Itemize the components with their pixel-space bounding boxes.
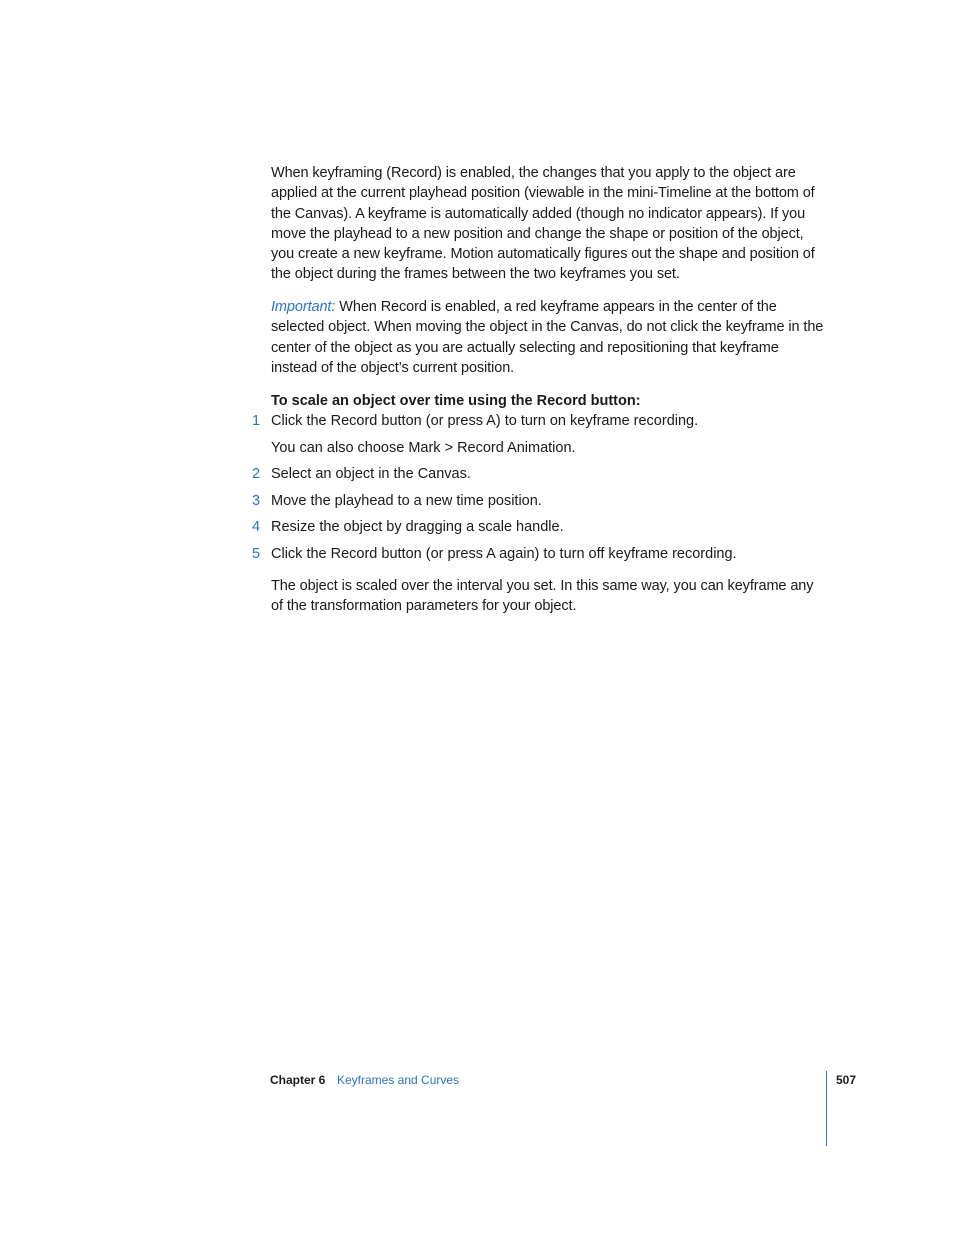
step-note: You can also choose Mark > Record Animation. [271,440,576,456]
closing-paragraph: The object is scaled over the interval you set. In this same way, you can keyframe any of the transformation parameters for your object. [271,578,814,615]
step-text: Click the Record button (or press A) to turn on keyframe recording. [271,413,699,429]
step-number: 2 [252,466,261,482]
footer-divider [826,1071,827,1146]
step-number: 1 [252,413,261,429]
step-text: Resize the object by dragging a scale handle. [271,519,564,535]
step-number: 5 [252,546,261,562]
footer-chapter-title: Keyframes and Curves [337,1073,460,1087]
important-note [271,297,827,378]
important-label: Important: [271,299,336,315]
step-number: 3 [252,493,261,509]
intro-paragraph: When keyframing (Record) is enabled, the changes that you apply to the object are applied at the current playhead position (viewable in the mini-Timeline at the bottom of the Canvas). A keyframe is automatically added (though no indicator appears). If you move the playhead to a new position and change the shape or position of the object, you create a new keyframe. Motion automatically figures out the shape and position of the object during the frames between the two keyframes you set. [271,165,815,283]
step-number: 4 [252,519,261,535]
step-text: Click the Record button (or press A again) to turn off keyframe recording. [271,546,737,562]
page-number: 507 [836,1073,857,1087]
step-text: Move the playhead to a new time position. [271,493,542,509]
important-text: When Record is enabled, a red keyframe appears in the center of the selected object. When moving the object in the Canvas, do not click the keyframe in the center of the object as you are actually selecting and repositioning that keyframe instead of the object’s current position. [271,299,824,376]
footer-chapter-label: Chapter 6 [270,1073,326,1087]
step-text: Select an object in the Canvas. [271,466,471,482]
task-heading: To scale an object over time using the Record button: [271,393,641,409]
